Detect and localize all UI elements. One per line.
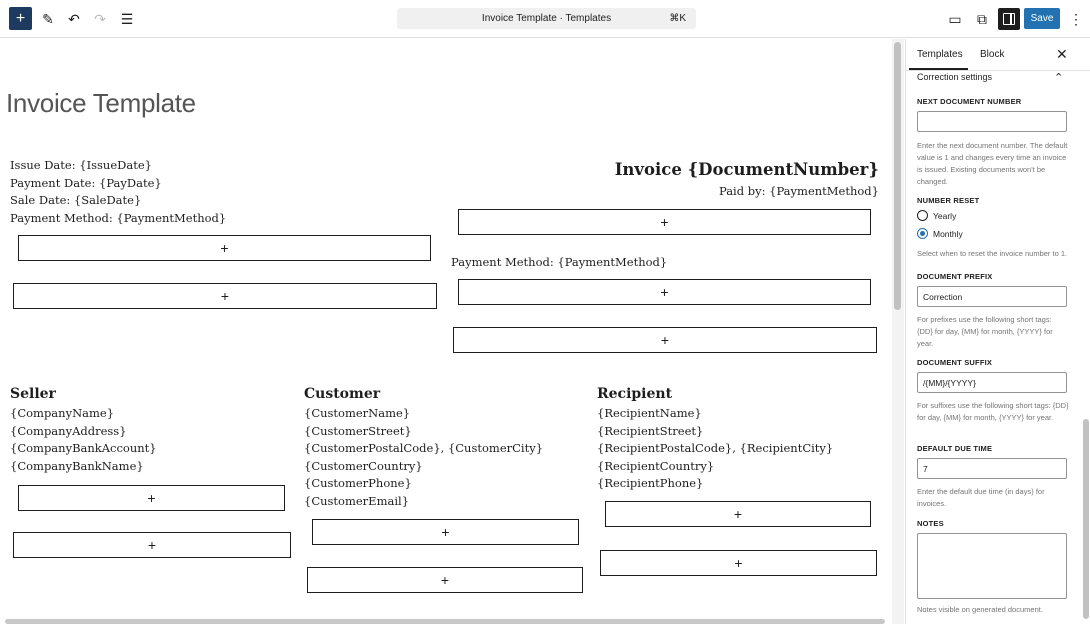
sidebar-tabs (906, 39, 1090, 71)
prefix-input[interactable]: Correction (917, 286, 1067, 307)
reset-yearly-radio[interactable] (917, 210, 928, 221)
document-overview-button[interactable] (115, 7, 139, 31)
undo-button[interactable] (62, 7, 86, 31)
payment-method-right-line[interactable]: Payment Method: {PaymentMethod} (451, 255, 668, 269)
block-appender-button[interactable]: + (605, 501, 871, 527)
recipient-line[interactable]: {RecipientCountry} (597, 458, 715, 473)
block-inserter-button[interactable] (9, 7, 32, 30)
close-icon[interactable]: ✕ (1056, 46, 1068, 62)
command-palette-bar[interactable] (397, 8, 696, 29)
number-reset-label: NUMBER RESET (917, 196, 980, 205)
canvas-scrollbar-thumb[interactable] (894, 42, 901, 310)
desktop-icon: ▭ (948, 10, 962, 27)
seller-heading[interactable]: Seller (10, 386, 56, 402)
seller-line[interactable]: {CompanyName} (10, 406, 115, 420)
notes-label: NOTES (917, 519, 944, 528)
more-vertical-icon: ⋮ (1069, 10, 1083, 27)
device-preview-button[interactable] (943, 7, 967, 31)
canvas-horizontal-scrollbar[interactable] (5, 619, 885, 624)
next-number-label: NEXT DOCUMENT NUMBER (917, 97, 1022, 106)
undo-icon: ↶ (68, 10, 80, 27)
customer-line[interactable]: {CustomerName} (304, 406, 411, 420)
options-button[interactable] (1064, 7, 1088, 31)
paid-by-line[interactable]: Paid by: {PaymentMethod} (718, 184, 879, 198)
block-appender-button[interactable]: + (600, 550, 877, 576)
payment-date-line: Payment Date: {PayDate} (10, 175, 162, 190)
plus-icon: + (15, 9, 26, 27)
recipient-column (597, 386, 833, 493)
next-number-help: Enter the next document number. The default value is 1 and changes every time an invoice is issued. Existing documents won't be changed. (917, 141, 1068, 186)
invoice-number-heading[interactable]: Invoice {DocumentNumber} (614, 160, 879, 179)
seller-line[interactable]: {CompanyAddress} (10, 423, 127, 438)
editor-canvas (0, 39, 890, 624)
block-appender-button[interactable]: + (458, 209, 871, 235)
view-site-button[interactable] (970, 7, 994, 31)
recipient-line[interactable]: {RecipientPhone} (597, 476, 704, 490)
active-tab-indicator (909, 68, 968, 70)
sidebar-scrollbar-thumb[interactable] (1083, 419, 1089, 619)
suffix-input[interactable]: /{MM}/{YYYY} (917, 372, 1067, 393)
recipient-line[interactable]: {RecipientStreet} (597, 423, 704, 438)
customer-line[interactable]: {CustomerEmail} (304, 493, 410, 508)
customer-line[interactable]: {CustomerPhone} (304, 476, 412, 490)
save-button[interactable]: Save (1024, 8, 1060, 29)
prefix-help: For prefixes use the following short tags: {DD} for day, {MM} for month, {YYYY} for year. (917, 315, 1053, 348)
payment-method-line: Payment Method: {PaymentMethod} (10, 210, 227, 225)
suffix-label: DOCUMENT SUFFIX (917, 358, 993, 367)
issue-date-line: Issue Date: {IssueDate} (10, 158, 152, 172)
seller-line[interactable]: {CompanyBankAccount} (10, 441, 157, 455)
recipient-line[interactable]: {RecipientName} (597, 406, 702, 420)
due-time-input[interactable]: 7 (917, 458, 1067, 479)
external-link-icon: ⧉ (977, 10, 987, 27)
editor-top-toolbar (0, 0, 1090, 38)
block-appender-button[interactable]: + (307, 567, 583, 593)
settings-sidebar (905, 39, 1090, 624)
customer-column (304, 386, 543, 510)
command-shortcut: ⌘K (669, 13, 686, 24)
redo-icon: ↷ (94, 10, 106, 27)
issue-info-block[interactable] (10, 157, 226, 227)
customer-line[interactable]: {CustomerCountry} (304, 458, 423, 473)
tab-templates[interactable]: Templates (917, 49, 963, 60)
block-appender-button[interactable]: + (453, 327, 877, 353)
chevron-up-icon[interactable]: ⌃ (1054, 72, 1064, 84)
next-number-input[interactable] (917, 111, 1067, 132)
pen-icon: ✎ (42, 10, 54, 27)
prefix-label: DOCUMENT PREFIX (917, 272, 993, 281)
sale-date-line: Sale Date: {SaleDate} (10, 193, 142, 207)
seller-line[interactable]: {CompanyBankName} (10, 458, 144, 473)
block-appender-button[interactable]: + (13, 283, 437, 309)
due-time-help: Enter the default due time (in days) for invoices. (917, 487, 1045, 508)
due-time-label: DEFAULT DUE TIME (917, 444, 993, 453)
seller-column (10, 386, 157, 475)
tab-block[interactable]: Block (980, 49, 1005, 60)
block-appender-button[interactable]: + (312, 519, 579, 545)
customer-line[interactable]: {CustomerStreet} (304, 423, 412, 438)
page-title[interactable]: Invoice Template (6, 88, 196, 118)
reset-monthly-label[interactable]: Monthly (933, 229, 963, 239)
notes-help: Notes visible on generated document. (917, 605, 1043, 614)
reset-monthly-radio[interactable] (917, 228, 928, 239)
recipient-heading[interactable]: Recipient (597, 386, 673, 402)
list-view-icon: ☰ (120, 10, 134, 27)
redo-button[interactable] (88, 7, 112, 31)
customer-heading[interactable]: Customer (304, 386, 381, 402)
recipient-line[interactable]: {RecipientPostalCode}, {RecipientCity} (597, 441, 834, 455)
reset-help: Select when to reset the invoice number to 1. (917, 249, 1068, 258)
tools-pen-button[interactable] (36, 7, 60, 31)
document-title: Invoice Template · Templates (481, 13, 612, 24)
block-appender-button[interactable]: + (18, 235, 431, 261)
reset-yearly-label[interactable]: Yearly (933, 211, 957, 221)
panel-title[interactable]: Correction settings (917, 72, 993, 82)
block-appender-button[interactable]: + (458, 279, 871, 305)
block-appender-button[interactable]: + (13, 532, 291, 558)
suffix-help: For suffixes use the following short tags: {DD} for day, {MM} for month, {YYYY} for year. (917, 401, 1069, 422)
block-appender-button[interactable]: + (18, 485, 285, 511)
settings-sidebar-toggle[interactable] (998, 8, 1020, 30)
notes-textarea[interactable] (917, 533, 1067, 599)
customer-line[interactable]: {CustomerPostalCode}, {CustomerCity} (304, 441, 544, 455)
